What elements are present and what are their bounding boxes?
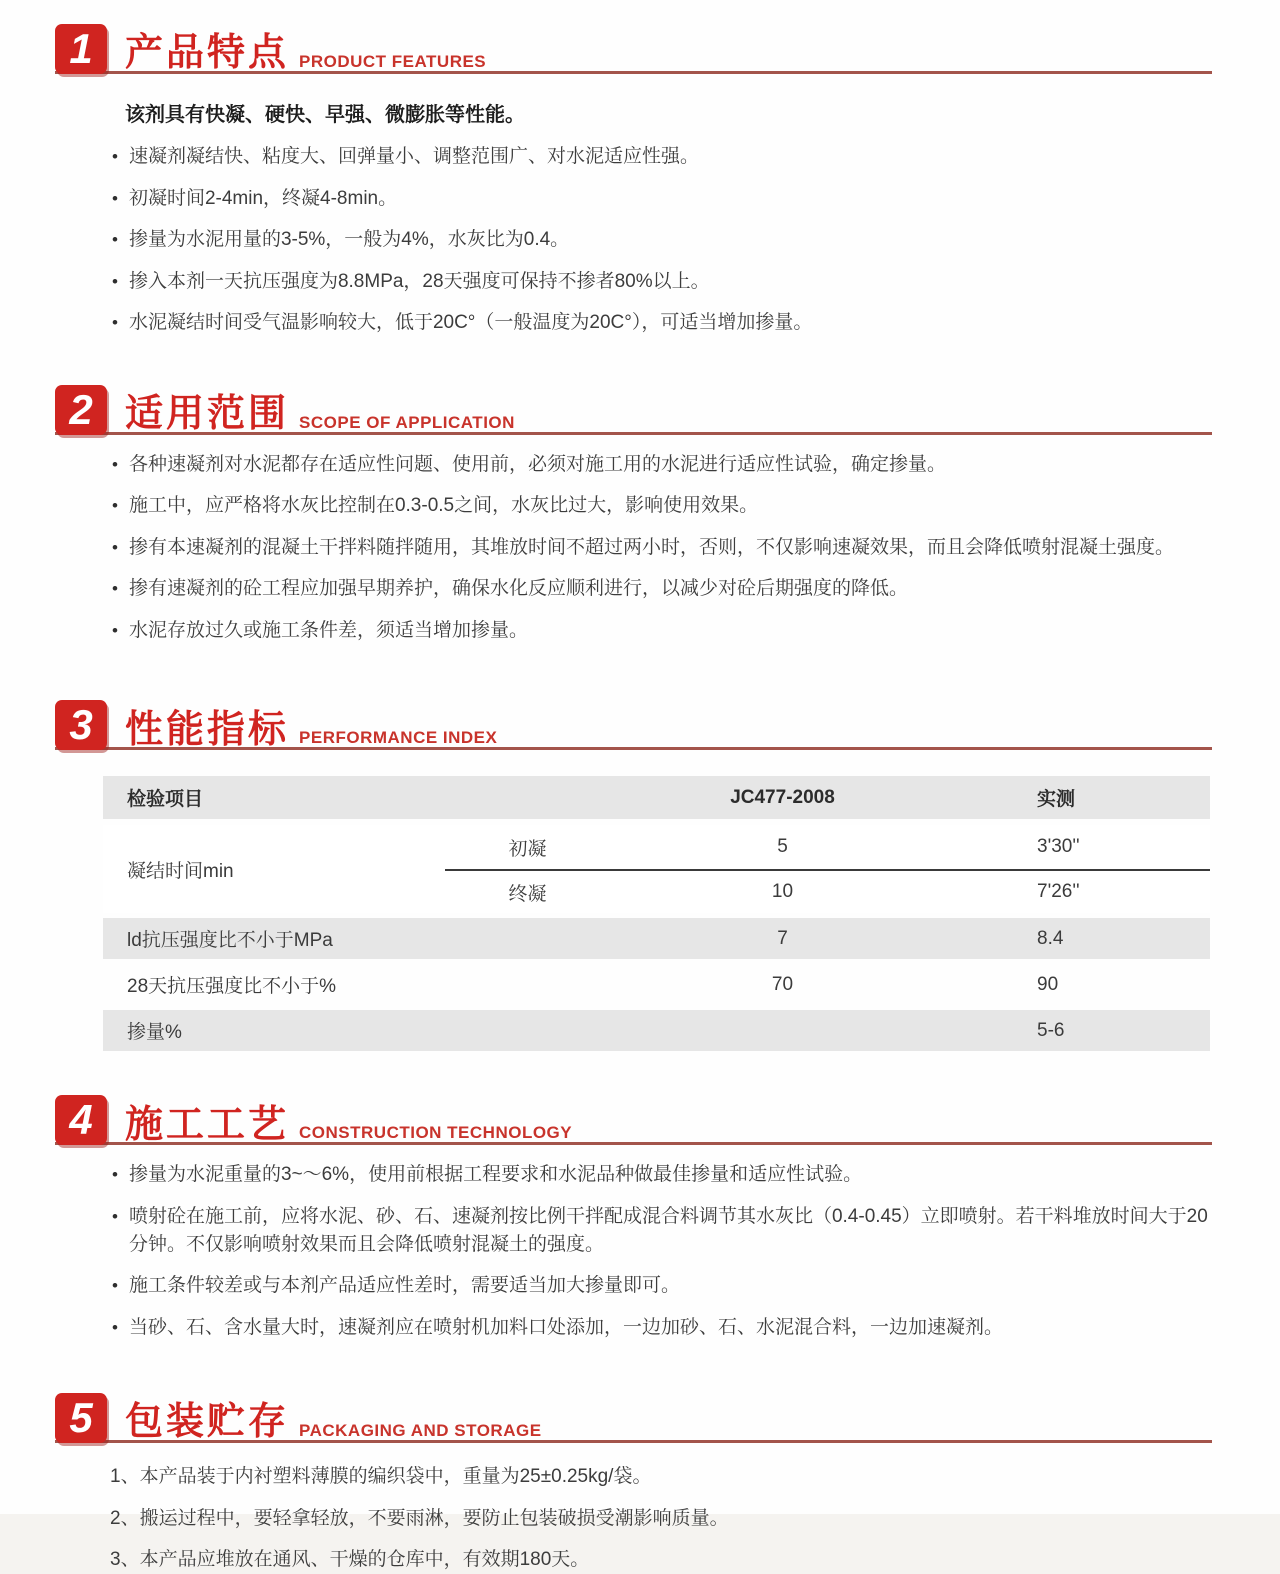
list-item xyxy=(112,617,1214,645)
section-1-bullet-list xyxy=(112,143,1214,337)
item-text: 本产品装于内衬塑料薄膜的编织袋中，重量为25±0.25kg/袋。 xyxy=(139,1466,652,1488)
list-item xyxy=(112,185,1214,213)
bullet-text: 水泥存放过久或施工条件差，须适当增加掺量。 xyxy=(128,619,528,641)
section-4-number-badge: 4 xyxy=(55,1095,107,1145)
setting-time-label: 凝结时间min xyxy=(127,860,234,882)
section-1-intro: 该剂具有快凝、硬快、早强、微膨胀等性能。 xyxy=(125,104,525,126)
table-row-setting-time xyxy=(103,825,1210,913)
list-item xyxy=(110,1463,1214,1491)
list-item xyxy=(112,268,1214,296)
list-item xyxy=(112,309,1214,337)
section-construction-technology xyxy=(0,1095,1280,1341)
bullet-text: 施工中，应严格将水灰比控制在0.3-0.5之间，水灰比过大，影响使用效果。 xyxy=(128,495,759,517)
list-item xyxy=(112,226,1214,254)
section-3-number-badge: 3 xyxy=(55,700,107,750)
bullet-icon: • xyxy=(112,454,118,474)
section-2-number-badge: 2 xyxy=(55,385,107,435)
item-number: 2、 xyxy=(110,1507,140,1529)
section-2-title-en: SCOPE OF APPLICATION xyxy=(299,412,515,432)
bullet-icon: • xyxy=(112,537,118,557)
section-5-title-zh: 包装贮存 xyxy=(125,1401,290,1444)
bullet-text: 掺有本速凝剂的混凝土干拌料随拌随用，其堆放时间不超过两小时，否则，不仅影响速凝效果，而且会降低喷射混凝土强度。 xyxy=(128,536,1174,558)
table-header-row xyxy=(103,776,1210,819)
bullet-text: 掺量为水泥用量的3-5%，一般为4%，水灰比为0.4。 xyxy=(128,229,570,251)
item-number: 1、 xyxy=(110,1466,140,1488)
bullet-text: 当砂、石、含水量大时，速凝剂应在喷射机加料口处添加，一边加砂、石、水泥混合料，一边加速凝剂。 xyxy=(128,1316,1003,1338)
section-performance-index xyxy=(0,700,1280,1051)
row-measured: 90 xyxy=(1037,973,1059,995)
bullet-text: 速凝剂凝结快、粘度大、回弹量小、调整范围广、对水泥适应性强。 xyxy=(128,146,699,167)
list-item xyxy=(112,534,1214,562)
row-measured: 8.4 xyxy=(1037,927,1064,949)
performance-table xyxy=(103,776,1210,1051)
list-item xyxy=(112,492,1214,520)
section-1-title-en: PRODUCT FEATURES xyxy=(299,52,487,71)
section-4-bullet-list xyxy=(112,1161,1214,1341)
table-row xyxy=(103,918,1210,959)
list-item xyxy=(112,451,1214,479)
bullet-icon: • xyxy=(112,496,118,516)
bullet-icon: • xyxy=(112,1207,118,1227)
list-item xyxy=(112,1272,1214,1300)
section-3-title-en: PERFORMANCE INDEX xyxy=(299,728,498,748)
list-item xyxy=(110,1546,1214,1574)
item-text: 搬运过程中，要轻拿轻放，不要雨淋，要防止包装破损受潮影响质量。 xyxy=(139,1507,729,1529)
bullet-text: 初凝时间2-4min，终凝4-8min。 xyxy=(128,187,398,209)
section-4-title-zh: 施工工艺 xyxy=(125,1103,290,1146)
table-row xyxy=(103,964,1210,1005)
table-header-standard: JC477-2008 xyxy=(730,786,835,808)
bullet-text: 掺量为水泥重量的3~～6%，使用前根据工程要求和水泥品种做最佳掺量和适应性试验。 xyxy=(128,1164,863,1186)
bullet-icon: • xyxy=(112,230,118,250)
setting-time-subrows xyxy=(445,825,1210,913)
bullet-icon: • xyxy=(112,1276,118,1296)
list-item xyxy=(112,1203,1214,1258)
item-number: 3、 xyxy=(110,1549,140,1571)
section-packaging-storage xyxy=(0,1393,1280,1574)
bullet-text: 水泥凝结时间受气温影响较大，低于20C°（一般温度为20C°），可适当增加掺量。 xyxy=(128,312,813,334)
section-5-number-badge: 5 xyxy=(55,1393,107,1443)
section-2-header xyxy=(55,385,1212,435)
list-item xyxy=(112,143,1214,171)
bullet-text: 施工条件较差或与本剂产品适应性差时，需要适当加大掺量即可。 xyxy=(128,1275,680,1297)
subrow-measured: 7'26'' xyxy=(1037,881,1080,903)
subrow-name: 初凝 xyxy=(508,838,547,860)
section-1-number-badge: 1 xyxy=(55,24,107,74)
table-row xyxy=(445,825,1210,869)
table-header-item: 检验项目 xyxy=(127,789,204,811)
table-row xyxy=(103,1010,1210,1051)
row-standard: 7 xyxy=(777,927,788,949)
subrow-measured: 3'30'' xyxy=(1037,836,1080,858)
section-5-numbered-list xyxy=(110,1463,1214,1574)
subrow-standard: 10 xyxy=(771,881,794,903)
subrow-standard: 5 xyxy=(777,836,788,858)
section-product-features xyxy=(0,0,1280,337)
bullet-icon: • xyxy=(112,1317,118,1337)
section-3-header xyxy=(55,700,1212,750)
row-measured: 5-6 xyxy=(1037,1019,1065,1041)
section-2-bullet-list xyxy=(112,451,1214,645)
section-scope-of-application xyxy=(0,385,1280,645)
table-header-measured: 实测 xyxy=(1037,789,1076,811)
bullet-icon: • xyxy=(112,147,118,166)
list-item xyxy=(110,1505,1214,1533)
section-1-title-zh: 产品特点 xyxy=(125,32,290,75)
bullet-text: 喷射砼在施工前，应将水泥、砂、石、速凝剂按比例干拌配成混合料调节其水灰比（0.4-0.45）立即喷射。若干料堆放时间大于20分钟。不仅影响喷射效果而且会降低喷射混凝土的强度。 xyxy=(128,1206,1208,1255)
bullet-text: 各种速凝剂对水泥都存在适应性问题、使用前，必须对施工用的水泥进行适应性试验，确定掺量。 xyxy=(128,453,946,475)
row-standard: 70 xyxy=(771,973,794,995)
item-text: 本产品应堆放在通风、干燥的仓库中，有效期180天。 xyxy=(139,1549,590,1571)
section-5-title-en: PACKAGING AND STORAGE xyxy=(299,1421,542,1441)
section-1-header xyxy=(55,24,1212,74)
bullet-icon: • xyxy=(112,620,118,640)
section-2-title-zh: 适用范围 xyxy=(125,392,290,435)
list-item xyxy=(112,575,1214,603)
row-item: 掺量% xyxy=(127,1022,182,1044)
bullet-text: 掺入本剂一天抗压强度为8.8MPa，28天强度可保持不掺者80%以上。 xyxy=(128,270,710,292)
row-item: ld抗压强度比不小于MPa xyxy=(127,930,333,952)
bullet-icon: • xyxy=(112,579,118,599)
list-item xyxy=(112,1314,1214,1342)
list-item xyxy=(112,1161,1214,1189)
bullet-icon: • xyxy=(112,188,118,208)
bullet-icon: • xyxy=(112,271,118,291)
section-3-title-zh: 性能指标 xyxy=(125,708,290,751)
bullet-text: 掺有速凝剂的砼工程应加强早期养护，确保水化反应顺利进行，以减少对砼后期强度的降低。 xyxy=(128,578,908,600)
section-4-header xyxy=(55,1095,1212,1145)
subrow-name: 终凝 xyxy=(508,883,547,905)
section-5-header xyxy=(55,1393,1212,1443)
table-row xyxy=(445,869,1210,913)
section-4-title-en: CONSTRUCTION TECHNOLOGY xyxy=(299,1123,573,1143)
bullet-icon: • xyxy=(112,313,118,333)
row-item: 28天抗压强度比不小于% xyxy=(127,976,337,998)
bullet-icon: • xyxy=(112,1165,118,1185)
